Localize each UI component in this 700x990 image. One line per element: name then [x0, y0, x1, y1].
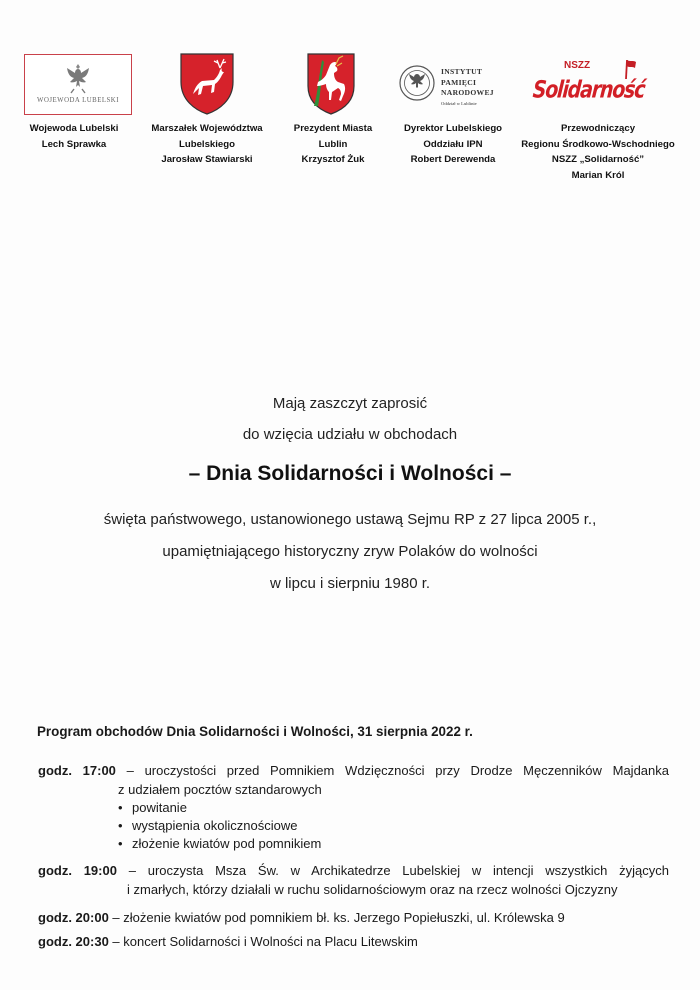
solidarnosc-nszz: NSZZ: [564, 60, 591, 71]
host-ipn: [393, 121, 513, 168]
ipn-sub: Oddział w Lublinie: [441, 100, 477, 106]
host-prezydent: [277, 121, 389, 168]
host-wojewoda: [18, 121, 130, 152]
program-time: godz. 20:00: [38, 910, 109, 925]
invitation-line-1: Mają zaszczyt zaprosić: [272, 395, 428, 412]
solidarnosc-wordmark: Solidarność: [531, 76, 646, 104]
ipn-emblem-icon: [398, 64, 436, 102]
host-line: Oddziału IPN: [423, 138, 483, 150]
program-text: – uroczysta Msza Św. w Archikatedrze Lubelskiej w intencji wszystkich żyjących: [128, 863, 669, 878]
program-time: godz. 19:00: [38, 863, 117, 878]
solidarnosc-logo: [531, 58, 664, 118]
ipn-logo-text: [441, 67, 494, 109]
host-line: Lubelskiego: [179, 138, 235, 150]
invitation-line-2: do wzięcia udziału w obchodach: [242, 426, 458, 443]
host-line: Lech Sprawka: [41, 138, 107, 150]
host-line: Dyrektor Lubelskiego: [403, 123, 503, 134]
lubelskie-coat-of-arms-icon: [179, 52, 235, 116]
ipn-line: NARODOWEJ: [441, 88, 494, 97]
program-item-2000: [38, 910, 565, 925]
program-text: – koncert Solidarności i Wolności na Placu Litewskim: [112, 934, 418, 949]
host-line: Przewodniczący: [560, 123, 636, 134]
program-text: – złożenie kwiatów pod pomnikiem bł. ks. Jerzego Popiełuszki, ul. Królewska 9: [112, 910, 565, 925]
wojewoda-logo: [24, 54, 132, 115]
host-line: Marian Król: [571, 169, 625, 181]
program-cont: z udziałem pocztów sztandarowych: [118, 782, 322, 797]
host-line: Marszałek Województwa: [151, 123, 263, 134]
program-cont: i zmarłych, którzy działali w ruchu solidarnościowym oraz na rzecz wolności Ojczyzny: [127, 882, 618, 897]
polish-eagle-icon: [63, 61, 93, 95]
program-text: – uroczystości przed Pomnikiem Wdzięczności przy Drodze Męczenników Majdanka: [126, 763, 669, 778]
program-item-1700: [38, 763, 669, 778]
host-marszalek: [142, 121, 272, 168]
invitation-line-4: upamiętniającego historyczny zryw Polaków do wolności: [162, 543, 538, 560]
program-bullet: • powitanie: [118, 800, 187, 815]
program-item-2030: [38, 934, 418, 949]
invitation-line-3: święta państwowego, ustanowionego ustawą Sejmu RP z 27 lipca 2005 r.,: [103, 511, 597, 528]
program-bullet: • złożenie kwiatów pod pomnikiem: [118, 836, 321, 851]
ipn-line: INSTYTUT: [441, 67, 483, 76]
host-line: Prezydent Miasta: [293, 123, 373, 134]
program-time: godz. 20:30: [38, 934, 109, 949]
host-line: NSZZ „Solidarność”: [551, 154, 645, 165]
ipn-line: PAMIĘCI: [441, 77, 477, 87]
program-bullet: • wystąpienia okolicznościowe: [118, 818, 297, 833]
host-line: Krzysztof Żuk: [301, 154, 365, 165]
wojewoda-logo-label: WOJEWODA LUBELSKI: [37, 97, 119, 104]
host-line: Jarosław Stawiarski: [161, 154, 253, 165]
host-solidarnosc: [516, 121, 680, 183]
host-line: Robert Derewenda: [410, 154, 496, 165]
program-item-1900: [38, 863, 669, 878]
host-line: Regionu Środkowo-Wschodniego: [521, 138, 675, 150]
event-title: – Dnia Solidarności i Wolności –: [188, 462, 512, 485]
lublin-coat-of-arms-icon: [306, 52, 356, 116]
program-time: godz. 17:00: [38, 763, 116, 778]
host-line: Wojewoda Lubelski: [29, 123, 119, 134]
program-title: Program obchodów Dnia Solidarności i Wolności, 31 sierpnia 2022 r.: [37, 724, 473, 739]
invitation-line-5: w lipcu i sierpniu 1980 r.: [269, 575, 431, 592]
host-line: Lublin: [318, 138, 348, 150]
